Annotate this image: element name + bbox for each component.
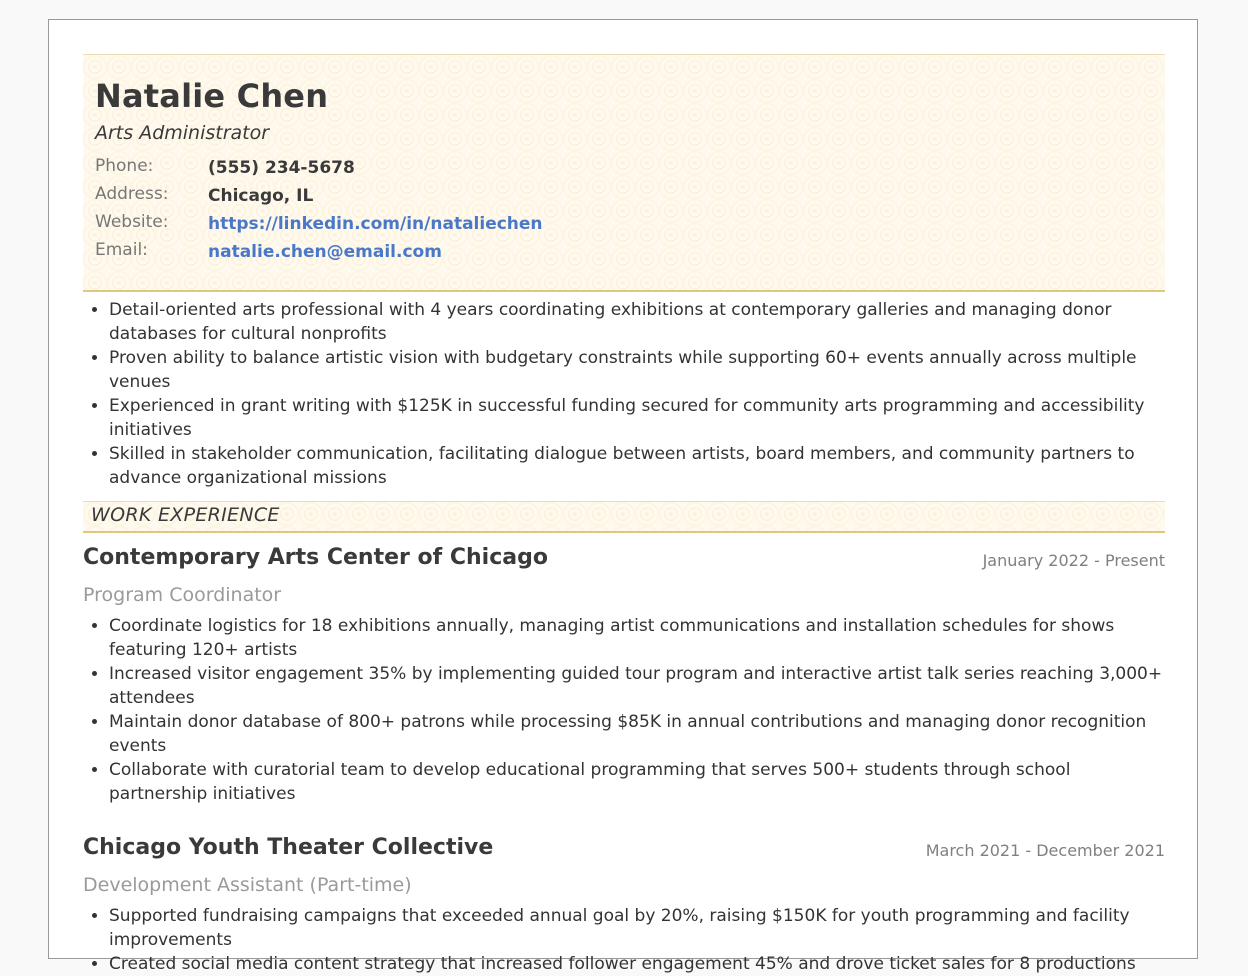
contact-label-phone: Phone: bbox=[95, 156, 154, 176]
contact-label-address: Address: bbox=[95, 184, 169, 204]
website-link[interactable]: https://linkedin.com/in/nataliechen bbox=[208, 214, 543, 234]
job-bullet: • Increased visitor engagement 35% by implementing guided tour program and interactive artist talk series reaching 3,000+ attendees bbox=[109, 662, 1165, 710]
job-header bbox=[83, 835, 1165, 871]
job-bullet: • Coordinate logistics for 18 exhibitions annually, managing artist communications and installation schedules for shows featuring 120+ artists bbox=[109, 614, 1165, 662]
resume-content bbox=[83, 54, 1165, 976]
company-name: Contemporary Arts Center of Chicago bbox=[83, 545, 548, 570]
contact-label-email: Email: bbox=[95, 240, 148, 260]
resume-page bbox=[48, 19, 1198, 974]
summary-item: • Experienced in grant writing with $125K in successful funding secured for community arts programming and accessibility initiatives bbox=[109, 394, 1165, 442]
job-bullet: • Maintain donor database of 800+ patrons while processing $85K in annual contributions and managing donor recognition events bbox=[109, 710, 1165, 758]
resume-header bbox=[83, 54, 1165, 292]
phone-value: (555) 234-5678 bbox=[208, 158, 355, 178]
job-position: Program Coordinator bbox=[83, 584, 282, 606]
job-entry bbox=[83, 545, 1165, 806]
job-bullet: • Collaborate with curatorial team to develop educational programming that serves 500+ students through school partnership initiatives bbox=[109, 758, 1165, 806]
email-link[interactable]: natalie.chen@email.com bbox=[208, 242, 442, 262]
job-position: Development Assistant (Part-time) bbox=[83, 874, 412, 896]
company-name: Chicago Youth Theater Collective bbox=[83, 835, 494, 860]
summary-list bbox=[83, 298, 1165, 490]
summary-item: • Detail-oriented arts professional with 4 years coordinating exhibitions at contemporary galleries and managing donor databases for cultural nonprofits bbox=[109, 298, 1165, 346]
job-dates: January 2022 - Present bbox=[982, 551, 1165, 570]
job-bullet: • Created social media content strategy that increased follower engagement 45% and drove ticket sales for 8 productions bbox=[109, 952, 1165, 976]
work-experience-section-header bbox=[83, 501, 1165, 533]
section-title: WORK EXPERIENCE bbox=[91, 504, 280, 526]
job-entry bbox=[83, 835, 1165, 976]
job-bullets bbox=[83, 904, 1165, 976]
job-bullet: • Supported fundraising campaigns that exceeded annual goal by 20%, raising $150K for youth programming and facility improvements bbox=[109, 904, 1165, 952]
summary-item: • Skilled in stakeholder communication, facilitating dialogue between artists, board members, and community partners to advance organizational missions bbox=[109, 442, 1165, 490]
job-header bbox=[83, 545, 1165, 581]
address-value: Chicago, IL bbox=[208, 186, 314, 206]
contact-label-website: Website: bbox=[95, 212, 169, 232]
summary-item: • Proven ability to balance artistic vision with budgetary constraints while supporting 60+ events annually across multiple venues bbox=[109, 346, 1165, 394]
candidate-title: Arts Administrator bbox=[95, 122, 270, 144]
job-bullets bbox=[83, 614, 1165, 806]
candidate-name: Natalie Chen bbox=[95, 77, 329, 115]
job-dates: March 2021 - December 2021 bbox=[925, 841, 1165, 860]
